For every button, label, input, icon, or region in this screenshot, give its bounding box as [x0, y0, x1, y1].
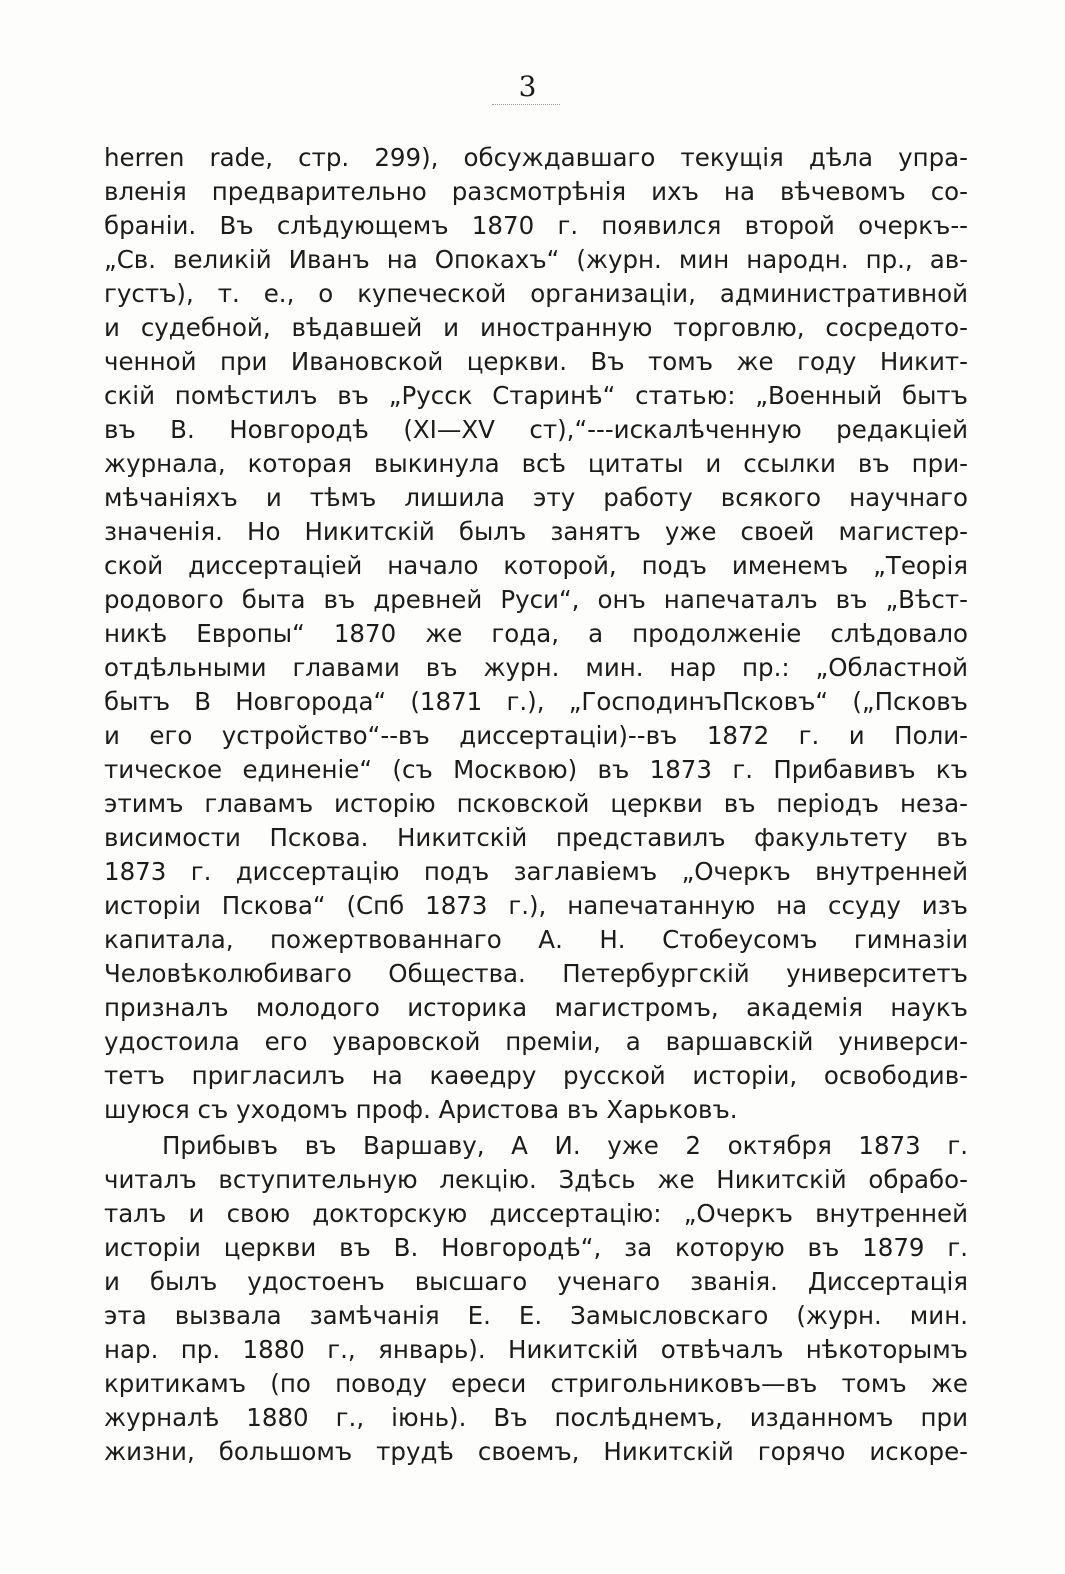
text-line: читалъ вступительную лекцію. Здѣсь же Никитскій обрабо-: [104, 1165, 968, 1194]
text-line: журналѣ 1880 г., іюнь). Въ послѣднемъ, изданномъ при: [104, 1403, 968, 1432]
text-line: исторіи Пскова“ (Спб 1873 г.), напечатанную на ссуду изъ: [104, 891, 968, 920]
text-line: удостоила его уваровской преміи, а варшавскій универси-: [104, 1027, 968, 1056]
text-line: и его устройство“--въ диссертаціи)--въ 1872 г. и Поли-: [104, 721, 968, 750]
text-line: жизни, большомъ трудѣ своемъ, Никитскій горячо искоре-: [104, 1437, 968, 1466]
text-line: значенія. Но Никитскій былъ занятъ уже своей магистер-: [104, 517, 968, 546]
text-line: тетъ пригласилъ на каѳедру русской исторіи, освободив-: [104, 1061, 968, 1090]
text-line: талъ и свою докторскую диссертацію: „Очеркъ внутренней: [104, 1199, 968, 1228]
body-text: [104, 141, 968, 1469]
paragraph-1: [104, 141, 968, 1127]
text-line: и судебной, вѣдавшей и иностранную торговлю, сосредото-: [104, 313, 968, 342]
text-line: 1873 г. диссертацію подъ заглавіемъ „Очеркъ внутренней: [104, 857, 968, 886]
text-line: журнала, которая выкинула всѣ цитаты и ссылки въ при-: [104, 449, 968, 478]
text-line: мѣчаніяхъ и тѣмъ лишила эту работу всякого научнаго: [104, 483, 968, 512]
text-line: никѣ Европы“ 1870 же года, а продолженіе слѣдовало: [104, 619, 968, 648]
paragraph-2: [104, 1129, 968, 1469]
text-line: Человѣколюбиваго Общества. Петербургскій университетъ: [104, 959, 968, 988]
text-line: родового быта въ древней Руси“, онъ напечаталъ въ „Вѣст-: [104, 585, 968, 614]
text-line: тическое единеніе“ (съ Москвою) въ 1873 г. Прибавивъ къ: [104, 755, 968, 784]
text-line: бытъ В Новгорода“ (1871 г.), „ГосподинъПсковъ“ („Псковъ: [104, 687, 968, 716]
text-line: Прибывъ въ Варшаву, А И. уже 2 октября 1873 г.: [162, 1131, 968, 1160]
text-line: этимъ главамъ исторію псковской церкви въ періодъ неза-: [104, 789, 968, 818]
text-line: вленія предварительно разсмотрѣнія ихъ на вѣчевомъ со-: [104, 177, 968, 206]
text-line: и былъ удостоенъ высшаго ученаго званія. Диссертація: [104, 1267, 968, 1296]
text-line: нар. пр. 1880 г., январь). Никитскій отвѣчалъ нѣкоторымъ: [104, 1335, 968, 1364]
text-line: шуюся съ уходомъ проф. Аристова въ Харьковъ.: [104, 1095, 738, 1124]
text-line: въ В. Новгородѣ (XI—XV ст),“---искалѣченную редакціей: [104, 415, 968, 444]
text-line: ченной при Ивановской церкви. Въ томъ же году Никит-: [104, 347, 968, 376]
text-line: отдѣльными главами въ журн. мин. нар пр.: „Областной: [104, 653, 968, 682]
text-line: висимости Пскова. Никитскій представилъ факультету въ: [104, 823, 968, 852]
text-line: „Св. великій Иванъ на Опокахъ“ (журн. мин народн. пр., ав-: [104, 245, 968, 274]
text-line: herren rade, стр. 299), обсуждавшаго текущія дѣла упра-: [104, 143, 968, 172]
text-line: скій помѣстилъ въ „Русск Старинѣ“ статью: „Военный бытъ: [104, 381, 968, 410]
text-line: призналъ молодого историка магистромъ, академія наукъ: [104, 993, 968, 1022]
text-line: капитала, пожертвованнаго А. Н. Стобеусомъ гимназіи: [104, 925, 968, 954]
text-line: густъ), т. е., о купеческой организаціи, административной: [104, 279, 968, 308]
text-line: браніи. Въ слѣдующемъ 1870 г. появился второй очеркъ--: [104, 211, 968, 240]
text-line: эта вызвала замѣчанія Е. Е. Замысловскаго (журн. мин.: [104, 1301, 968, 1330]
page-number-rule: [492, 104, 560, 105]
page-number: 3: [518, 70, 537, 103]
text-line: исторіи церкви въ В. Новгородѣ“, за которую въ 1879 г.: [104, 1233, 968, 1262]
text-line: ской диссертаціей начало которой, подъ именемъ „Теорія: [104, 551, 968, 580]
text-line: критикамъ (по поводу ереси стригольниковъ—въ томъ же: [104, 1369, 968, 1398]
